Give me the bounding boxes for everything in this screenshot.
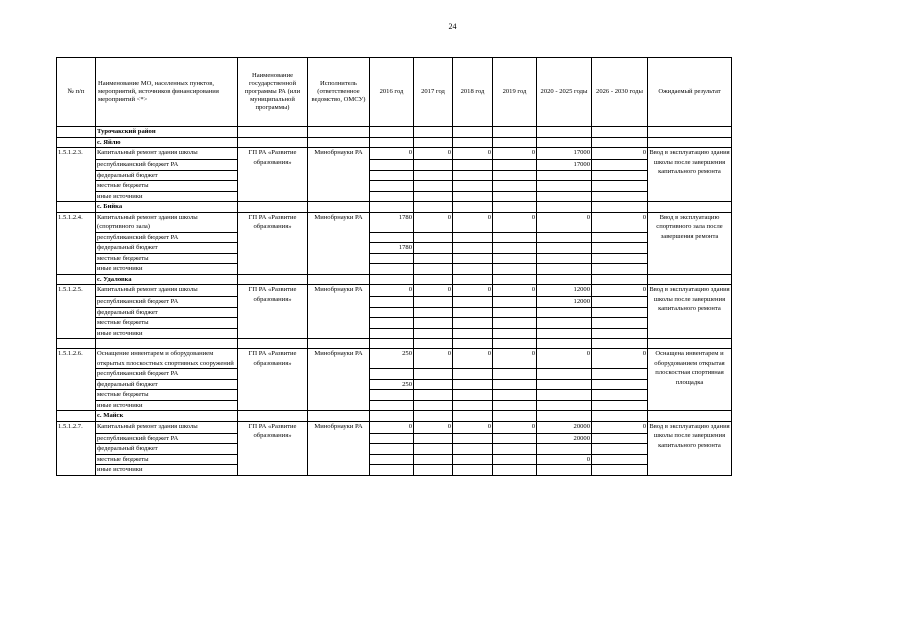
funding-source-row <box>57 328 732 339</box>
village-name: с. Майск <box>96 411 238 422</box>
source-value <box>493 433 537 444</box>
source-value <box>414 232 453 243</box>
source-value <box>493 253 537 264</box>
source-value <box>370 390 414 401</box>
table-row <box>57 148 732 160</box>
source-value <box>370 465 414 476</box>
source-value <box>537 264 592 275</box>
source-value <box>592 297 648 308</box>
source-value <box>592 390 648 401</box>
source-value <box>453 160 493 171</box>
funding-source-row <box>57 465 732 476</box>
source-value <box>592 170 648 181</box>
funding-source-label: местные бюджеты <box>96 253 238 264</box>
source-value <box>537 369 592 380</box>
source-value <box>453 369 493 380</box>
row-number: 1.5.1.2.7. <box>57 421 96 475</box>
funding-source-label: иные источники <box>96 465 238 476</box>
source-value <box>537 379 592 390</box>
funding-source-label: иные источники <box>96 191 238 202</box>
source-value <box>537 307 592 318</box>
total-value: 0 <box>592 148 648 160</box>
table-header-row <box>57 58 732 127</box>
header-2017: 2017 год <box>414 58 453 127</box>
table-row <box>57 212 732 232</box>
header-2019: 2019 год <box>493 58 537 127</box>
source-value: 0 <box>537 454 592 465</box>
village-row <box>57 202 732 213</box>
total-value: 1780 <box>370 212 414 232</box>
total-value: 0 <box>414 212 453 232</box>
expected-result: Ввод в эксплуатацию здания школы после завершения капитального ремонта <box>648 148 732 202</box>
funding-source-label: федеральный бюджет <box>96 444 238 455</box>
source-value <box>493 318 537 329</box>
total-value: 12000 <box>537 285 592 297</box>
total-value: 0 <box>414 148 453 160</box>
source-value <box>493 160 537 171</box>
source-value <box>370 444 414 455</box>
source-value <box>592 264 648 275</box>
source-value <box>370 253 414 264</box>
district-row <box>57 127 732 138</box>
total-value: 250 <box>370 349 414 369</box>
funding-table <box>56 57 732 476</box>
source-value <box>370 454 414 465</box>
page-number: 24 <box>448 22 457 31</box>
source-value: 250 <box>370 379 414 390</box>
total-value: 20000 <box>537 421 592 433</box>
funding-source-row <box>57 379 732 390</box>
funding-source-row <box>57 297 732 308</box>
expected-result: Оснащена инвентарем и оборудованием открытая плоскостная спортивная площадка <box>648 349 732 411</box>
program-name: ГП РА «Развитие образования» <box>238 212 308 274</box>
total-value: 0 <box>592 421 648 433</box>
funding-source-label: федеральный бюджет <box>96 170 238 181</box>
row-number: 1.5.1.2.3. <box>57 148 96 202</box>
village-row <box>57 137 732 148</box>
source-value <box>453 170 493 181</box>
funding-source-label: иные источники <box>96 400 238 411</box>
village-name <box>96 339 238 349</box>
source-value <box>493 170 537 181</box>
source-value <box>537 465 592 476</box>
source-value <box>414 379 453 390</box>
source-value <box>414 243 453 254</box>
source-value <box>414 297 453 308</box>
source-value <box>493 307 537 318</box>
source-value <box>414 307 453 318</box>
funding-source-row <box>57 454 732 465</box>
source-value <box>453 328 493 339</box>
source-value <box>453 465 493 476</box>
source-value <box>414 400 453 411</box>
source-value <box>414 170 453 181</box>
total-value: 0 <box>453 285 493 297</box>
source-value <box>414 433 453 444</box>
total-value: 0 <box>592 285 648 297</box>
source-value <box>414 390 453 401</box>
source-value <box>592 465 648 476</box>
source-value <box>414 181 453 192</box>
source-value <box>414 454 453 465</box>
funding-source-label: республиканский бюджет РА <box>96 369 238 380</box>
source-value <box>592 433 648 444</box>
source-value: 17000 <box>537 160 592 171</box>
source-value <box>370 232 414 243</box>
total-value: 0 <box>493 212 537 232</box>
total-value: 0 <box>493 148 537 160</box>
funding-source-label: республиканский бюджет РА <box>96 232 238 243</box>
source-value <box>493 243 537 254</box>
source-value <box>493 400 537 411</box>
source-value <box>592 369 648 380</box>
source-value <box>592 160 648 171</box>
source-value <box>592 181 648 192</box>
activity-name: Капитальный ремонт здания школы <box>96 285 238 297</box>
source-value <box>453 318 493 329</box>
source-value <box>592 444 648 455</box>
source-value <box>370 318 414 329</box>
source-value <box>414 264 453 275</box>
source-value <box>453 379 493 390</box>
source-value <box>414 444 453 455</box>
source-value <box>370 433 414 444</box>
source-value <box>592 191 648 202</box>
source-value <box>453 181 493 192</box>
funding-source-row <box>57 160 732 171</box>
header-2016: 2016 год <box>370 58 414 127</box>
source-value <box>493 191 537 202</box>
funding-source-row <box>57 390 732 401</box>
funding-source-row <box>57 433 732 444</box>
total-value: 0 <box>537 212 592 232</box>
program-name: ГП РА «Развитие образования» <box>238 349 308 411</box>
funding-source-label: местные бюджеты <box>96 454 238 465</box>
source-value <box>370 191 414 202</box>
source-value <box>453 454 493 465</box>
source-value <box>453 297 493 308</box>
executor-name: Минобрнауки РА <box>308 349 370 411</box>
source-value <box>414 328 453 339</box>
source-value <box>493 232 537 243</box>
source-value <box>592 328 648 339</box>
source-value <box>592 400 648 411</box>
source-value <box>414 465 453 476</box>
source-value <box>537 170 592 181</box>
header-program: Наименование государственной программы РА (или муниципальной программы) <box>238 58 308 127</box>
source-value <box>370 369 414 380</box>
source-value <box>453 400 493 411</box>
source-value <box>592 243 648 254</box>
table-row <box>57 349 732 369</box>
source-value: 1780 <box>370 243 414 254</box>
expected-result: Ввод в эксплуатацию спортивного зала после завершения ремонта <box>648 212 732 274</box>
funding-source-label: республиканский бюджет РА <box>96 433 238 444</box>
funding-source-label: республиканский бюджет РА <box>96 160 238 171</box>
header-2026-2030: 2026 - 2030 годы <box>592 58 648 127</box>
total-value: 17000 <box>537 148 592 160</box>
funding-source-label: федеральный бюджет <box>96 379 238 390</box>
header-2018: 2018 год <box>453 58 493 127</box>
funding-source-row <box>57 191 732 202</box>
source-value <box>493 297 537 308</box>
funding-source-label: республиканский бюджет РА <box>96 297 238 308</box>
source-value: 12000 <box>537 297 592 308</box>
source-value <box>453 433 493 444</box>
village-row <box>57 411 732 422</box>
source-value <box>414 369 453 380</box>
district-name: Турочакский район <box>96 127 238 138</box>
total-value: 0 <box>453 349 493 369</box>
funding-source-label: федеральный бюджет <box>96 243 238 254</box>
row-number: 1.5.1.2.4. <box>57 212 96 274</box>
source-value <box>592 379 648 390</box>
funding-source-label: местные бюджеты <box>96 181 238 192</box>
source-value <box>414 253 453 264</box>
header-2020-2025: 2020 - 2025 годы <box>537 58 592 127</box>
funding-source-label: иные источники <box>96 328 238 339</box>
activity-name: Капитальный ремонт здания школы (спортивного зала) <box>96 212 238 232</box>
program-name: ГП РА «Развитие образования» <box>238 421 308 475</box>
source-value <box>592 454 648 465</box>
funding-source-row <box>57 243 732 254</box>
total-value: 0 <box>493 285 537 297</box>
source-value <box>370 160 414 171</box>
executor-name: Минобрнауки РА <box>308 148 370 202</box>
executor-name: Минобрнауки РА <box>308 421 370 475</box>
source-value <box>370 181 414 192</box>
funding-source-row <box>57 318 732 329</box>
source-value <box>493 379 537 390</box>
row-number: 1.5.1.2.6. <box>57 349 96 411</box>
source-value <box>493 264 537 275</box>
total-value: 0 <box>453 148 493 160</box>
source-value <box>537 253 592 264</box>
funding-source-row <box>57 170 732 181</box>
source-value <box>493 454 537 465</box>
source-value <box>370 170 414 181</box>
village-name: с. Яйлю <box>96 137 238 148</box>
source-value <box>537 191 592 202</box>
source-value <box>592 318 648 329</box>
source-value <box>453 444 493 455</box>
program-name: ГП РА «Развитие образования» <box>238 285 308 339</box>
source-value <box>537 444 592 455</box>
funding-source-row <box>57 181 732 192</box>
funding-source-label: федеральный бюджет <box>96 307 238 318</box>
total-value: 0 <box>370 285 414 297</box>
funding-source-row <box>57 444 732 455</box>
source-value <box>370 297 414 308</box>
source-value <box>370 307 414 318</box>
source-value <box>537 243 592 254</box>
funding-source-label: иные источники <box>96 264 238 275</box>
source-value <box>453 232 493 243</box>
source-value <box>537 390 592 401</box>
source-value: 20000 <box>537 433 592 444</box>
executor-name: Минобрнауки РА <box>308 285 370 339</box>
total-value: 0 <box>370 421 414 433</box>
total-value: 0 <box>493 421 537 433</box>
source-value <box>493 444 537 455</box>
activity-name: Оснащение инвентарем и оборудованием открытых плоскостных спортивных сооружений <box>96 349 238 369</box>
expected-result: Ввод в эксплуатацию здания школы после завершения капитального ремонта <box>648 421 732 475</box>
source-value <box>453 191 493 202</box>
total-value: 0 <box>592 212 648 232</box>
source-value <box>414 160 453 171</box>
source-value <box>453 253 493 264</box>
funding-source-row <box>57 264 732 275</box>
source-value <box>493 465 537 476</box>
source-value <box>370 400 414 411</box>
total-value: 0 <box>493 349 537 369</box>
source-value <box>537 328 592 339</box>
source-value <box>592 253 648 264</box>
total-value: 0 <box>414 285 453 297</box>
funding-source-row <box>57 307 732 318</box>
funding-source-row <box>57 253 732 264</box>
header-num: № п/п <box>57 58 96 127</box>
total-value: 0 <box>414 349 453 369</box>
source-value <box>537 400 592 411</box>
source-value <box>453 390 493 401</box>
executor-name: Минобрнауки РА <box>308 212 370 274</box>
source-value <box>537 232 592 243</box>
total-value: 0 <box>370 148 414 160</box>
funding-source-row <box>57 232 732 243</box>
header-result: Ожидаемый результат <box>648 58 732 127</box>
source-value <box>537 318 592 329</box>
source-value <box>493 390 537 401</box>
total-value: 0 <box>592 349 648 369</box>
village-name: с. Бийка <box>96 202 238 213</box>
village-row <box>57 274 732 285</box>
source-value <box>537 181 592 192</box>
header-name: Наименование МО, населенных пунктов, мероприятий, источников финансирования мероприятий <*> <box>96 58 238 127</box>
source-value <box>414 318 453 329</box>
row-number: 1.5.1.2.5. <box>57 285 96 339</box>
table-row <box>57 421 732 433</box>
source-value <box>370 264 414 275</box>
source-value <box>414 191 453 202</box>
activity-name: Капитальный ремонт здания школы <box>96 148 238 160</box>
source-value <box>493 328 537 339</box>
funding-source-row <box>57 400 732 411</box>
source-value <box>453 264 493 275</box>
source-value <box>493 369 537 380</box>
village-name: с. Удаловка <box>96 274 238 285</box>
funding-source-label: местные бюджеты <box>96 390 238 401</box>
activity-name: Капитальный ремонт здания школы <box>96 421 238 433</box>
total-value: 0 <box>453 212 493 232</box>
funding-source-label: местные бюджеты <box>96 318 238 329</box>
source-value <box>453 307 493 318</box>
source-value <box>592 232 648 243</box>
table-row <box>57 285 732 297</box>
village-row <box>57 339 732 349</box>
expected-result: Ввод в эксплуатацию здания школы после завершения капитального ремонта <box>648 285 732 339</box>
source-value <box>453 243 493 254</box>
total-value: 0 <box>453 421 493 433</box>
funding-source-row <box>57 369 732 380</box>
program-name: ГП РА «Развитие образования» <box>238 148 308 202</box>
total-value: 0 <box>537 349 592 369</box>
header-executor: Исполнитель (ответственное ведомство, ОМСУ) <box>308 58 370 127</box>
source-value <box>493 181 537 192</box>
source-value <box>592 307 648 318</box>
source-value <box>370 328 414 339</box>
total-value: 0 <box>414 421 453 433</box>
